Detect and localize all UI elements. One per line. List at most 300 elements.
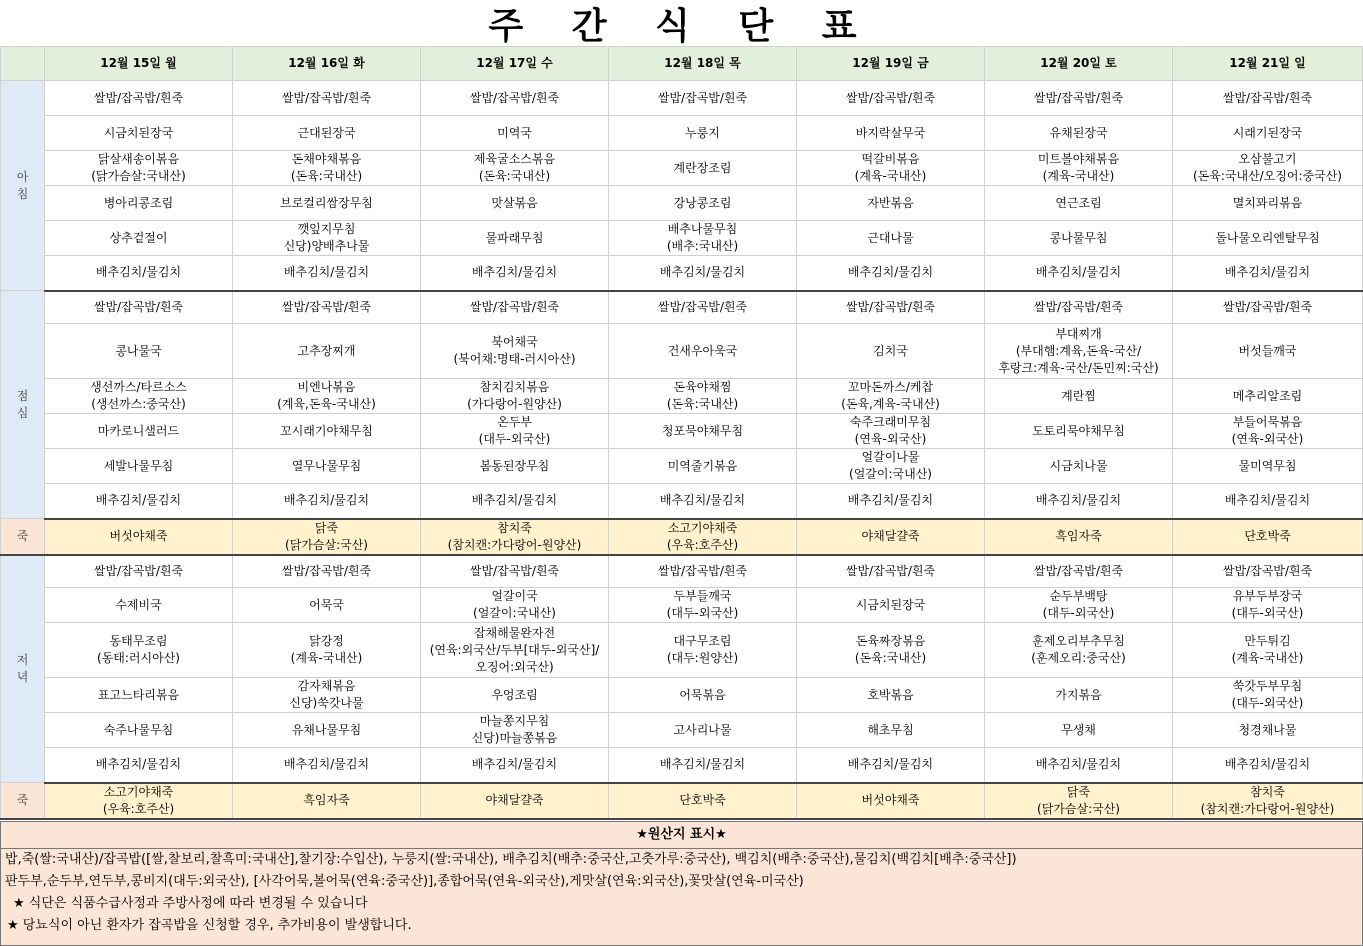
menu-cell xyxy=(797,291,985,324)
cell-text: 신당)쑥갓나물 xyxy=(289,696,364,710)
day-header: 12월 18일 목 xyxy=(609,47,797,81)
menu-cell xyxy=(985,151,1173,186)
menu-cell xyxy=(1173,186,1363,221)
cell-text: 우엉조림 xyxy=(491,687,538,702)
menu-cell xyxy=(609,484,797,519)
menu-cell xyxy=(233,81,421,116)
menu-cell xyxy=(233,379,421,414)
cell-text: 배추김치/물김치 xyxy=(1035,493,1122,508)
cell-text: 병아리콩조림 xyxy=(103,195,174,210)
day-header: 12월 20일 토 xyxy=(985,47,1173,81)
meal-label-char: 점 xyxy=(16,388,29,403)
cell-text: 배추김치/물김치 xyxy=(1035,265,1122,280)
lunch-row xyxy=(1,291,1363,324)
cell-text: 도토리묵야채무침 xyxy=(1032,423,1125,438)
cell-text: 건새우아욱국 xyxy=(667,343,738,358)
cell-text: 청경채나물 xyxy=(1238,722,1297,737)
cell-text: (계육-국내산) xyxy=(1042,169,1115,183)
menu-cell xyxy=(1173,324,1363,379)
origin-line: 판두부,순두부,연두부,콩비지(대두:외국산), [사각어묵,볼어묵(연육:중국산)],종합어묵(연육-외국산),게맛살(연육:외국산),꽃맛살(연육-미국산) xyxy=(5,874,804,889)
day-header: 12월 17일 수 xyxy=(421,47,609,81)
menu-cell xyxy=(421,748,609,783)
menu-cell xyxy=(1173,291,1363,324)
cell-text: 근대나물 xyxy=(867,230,914,245)
weekly-menu-table xyxy=(0,46,1363,820)
cell-text: (계육,돈육-국내산) xyxy=(277,397,376,411)
menu-cell xyxy=(797,623,985,678)
menu-cell xyxy=(1173,484,1363,519)
menu-cell xyxy=(421,116,609,151)
cell-text: 쌀밥/잡곡밥/흰죽 xyxy=(469,299,560,314)
cell-text: 봄동된장무침 xyxy=(479,458,550,473)
cell-text: 미역국 xyxy=(497,125,532,140)
cell-text: 쌀밥/잡곡밥/흰죽 xyxy=(657,90,748,105)
menu-cell xyxy=(985,449,1173,484)
porridge-cell xyxy=(797,519,985,555)
menu-cell xyxy=(609,414,797,449)
cell-text: 오징어:외국산) xyxy=(475,659,554,674)
cell-text: 콩나물무침 xyxy=(1049,230,1108,245)
cell-text: 메추리알조림 xyxy=(1232,388,1303,403)
cell-text: 배추김치/물김치 xyxy=(95,265,182,280)
menu-cell xyxy=(421,449,609,484)
menu-cell xyxy=(985,324,1173,379)
breakfast-label xyxy=(1,81,45,291)
notice-line: ★ 식단은 식품수급사정과 주방사정에 따라 변경될 수 있습니다 xyxy=(13,896,368,911)
dinner-row xyxy=(1,748,1363,783)
menu-cell xyxy=(609,256,797,291)
cell-text: (돈육:국내산/오징어:중국산) xyxy=(1192,169,1342,183)
cell-text: 고추장찌개 xyxy=(297,343,356,358)
cell-text: 흑임자죽 xyxy=(303,793,350,807)
menu-cell xyxy=(421,81,609,116)
menu-cell xyxy=(797,555,985,588)
meal-label-char: 녁 xyxy=(16,669,29,684)
cell-text: 배추김치/물김치 xyxy=(847,757,934,772)
cell-text: 소고기야채죽 xyxy=(103,784,174,799)
lunch-row xyxy=(1,414,1363,449)
menu-cell xyxy=(45,324,233,379)
menu-cell xyxy=(1173,678,1363,713)
cell-text: 숙주나물무침 xyxy=(103,722,174,737)
cell-text: (훈제오리:중국산) xyxy=(1031,651,1126,665)
menu-cell xyxy=(609,555,797,588)
cell-text: 쌀밥/잡곡밥/흰죽 xyxy=(281,563,372,578)
menu-cell xyxy=(797,379,985,414)
menu-cell xyxy=(45,555,233,588)
cell-text: 배추김치/물김치 xyxy=(283,265,370,280)
cell-text: (대두-외국산) xyxy=(666,606,739,620)
cell-text: 강낭콩조림 xyxy=(673,195,732,210)
menu-cell xyxy=(45,291,233,324)
menu-cell xyxy=(985,116,1173,151)
cell-text: 쌀밥/잡곡밥/흰죽 xyxy=(93,299,184,314)
menu-cell xyxy=(609,713,797,748)
cell-text: 쌀밥/잡곡밥/흰죽 xyxy=(1222,90,1313,105)
cell-text: (대두-외국산) xyxy=(1231,696,1304,710)
menu-cell xyxy=(609,221,797,256)
cell-text: (대두-외국산) xyxy=(1042,606,1115,620)
porridge-cell xyxy=(421,519,609,555)
cell-text: 시금치나물 xyxy=(1049,458,1108,473)
menu-cell xyxy=(797,678,985,713)
cell-text: 배추나물무침 xyxy=(667,222,738,236)
porridge-cell xyxy=(609,783,797,819)
cell-text: (대두-외국산) xyxy=(478,432,551,446)
cell-text: 돈채야채볶음 xyxy=(291,152,362,166)
cell-text: (계육-국내산) xyxy=(1231,651,1304,665)
cell-text: 수제비국 xyxy=(115,597,162,612)
menu-cell xyxy=(985,414,1173,449)
cell-text: (우육:호주산) xyxy=(666,537,739,552)
cell-text: 감자채볶음 xyxy=(297,679,356,693)
lunch-row xyxy=(1,449,1363,484)
dinner-row xyxy=(1,713,1363,748)
menu-cell xyxy=(609,291,797,324)
menu-cell xyxy=(45,713,233,748)
cell-text: 부대찌개 xyxy=(1055,326,1102,341)
cell-text: 돌나물오리엔탈무침 xyxy=(1215,230,1320,245)
menu-cell xyxy=(421,713,609,748)
menu-cell xyxy=(985,256,1173,291)
cell-text: 배추김치/물김치 xyxy=(471,493,558,508)
cell-text: 배추김치/물김치 xyxy=(1035,757,1122,772)
cell-text: 참치죽 xyxy=(1250,784,1285,799)
menu-cell xyxy=(797,713,985,748)
menu-cell xyxy=(233,291,421,324)
cell-text: 계란장조림 xyxy=(673,160,732,175)
cell-text: 닭살새송이볶음 xyxy=(97,152,180,166)
cell-text: 온두부 xyxy=(497,415,532,429)
cell-text: 오삼불고기 xyxy=(1238,152,1297,166)
cell-text: 돈육짜장볶음 xyxy=(855,634,926,648)
menu-cell xyxy=(1173,748,1363,783)
menu-cell xyxy=(421,324,609,379)
meal-label-char: 침 xyxy=(16,186,29,201)
menu-cell xyxy=(45,623,233,678)
cell-text: (참치캔:가다랑어-원양산) xyxy=(447,537,582,552)
breakfast-row xyxy=(1,116,1363,151)
meal-label-char: 심 xyxy=(16,405,29,420)
cell-text: 바지락살무국 xyxy=(855,125,926,140)
cell-text: 야채달걀죽 xyxy=(485,793,544,807)
menu-cell xyxy=(45,449,233,484)
notice-line: ★ 당뇨식이 아닌 환자가 잡곡밥을 신청할 경우, 추가비용이 발생합니다. xyxy=(7,918,412,933)
porridge-cell xyxy=(797,783,985,819)
cell-text: 근대된장국 xyxy=(297,125,356,140)
cell-text: 닭죽 xyxy=(314,520,339,535)
menu-cell xyxy=(985,623,1173,678)
cell-text: (얼갈이:국내산) xyxy=(473,606,556,620)
cell-text: 가지볶음 xyxy=(1055,687,1102,702)
cell-text: 순두부백탕 xyxy=(1049,589,1108,603)
menu-cell xyxy=(1173,623,1363,678)
breakfast-row xyxy=(1,81,1363,116)
menu-cell xyxy=(609,186,797,221)
cell-text: 물파래무침 xyxy=(485,230,544,245)
menu-cell xyxy=(233,713,421,748)
cell-text: 미역줄기볶음 xyxy=(667,458,738,473)
cell-text: 두부들깨국 xyxy=(673,589,732,603)
cell-text: 후랑크:계육-국산/돈민찌:국산) xyxy=(998,360,1159,375)
cell-text: 배추김치/물김치 xyxy=(847,493,934,508)
cell-text: 맛살볶음 xyxy=(491,195,538,210)
cell-text: 해초무침 xyxy=(867,722,914,737)
cell-text: 무생채 xyxy=(1061,722,1096,737)
menu-cell xyxy=(609,116,797,151)
cell-text: 단호박죽 xyxy=(1244,529,1291,543)
cell-text: (닭가슴살:국산) xyxy=(285,537,368,552)
menu-cell xyxy=(421,588,609,623)
porridge-cell xyxy=(985,783,1173,819)
menu-cell xyxy=(797,256,985,291)
menu-cell xyxy=(985,186,1173,221)
menu-cell xyxy=(233,116,421,151)
menu-cell xyxy=(797,484,985,519)
menu-cell xyxy=(421,186,609,221)
menu-cell xyxy=(233,748,421,783)
cell-text: 배추김치/물김치 xyxy=(471,757,558,772)
dinner-label xyxy=(1,555,45,783)
menu-cell xyxy=(1173,256,1363,291)
porridge-dinner-label: 죽 xyxy=(1,783,45,819)
origin-heading: ★원산지 표시★ xyxy=(1,822,1362,849)
menu-cell xyxy=(1173,151,1363,186)
menu-cell xyxy=(609,678,797,713)
cell-text: 쌀밥/잡곡밥/흰죽 xyxy=(281,299,372,314)
cell-text: 표고느타리볶음 xyxy=(97,687,180,702)
cell-text: 동태무조림 xyxy=(109,634,168,648)
cell-text: 쌀밥/잡곡밥/흰죽 xyxy=(469,563,560,578)
cell-text: (배추:국내산) xyxy=(666,239,739,253)
cell-text: 쌀밥/잡곡밥/흰죽 xyxy=(657,299,748,314)
cell-text: 고사리나물 xyxy=(673,722,732,737)
title-bar xyxy=(0,0,1363,46)
cell-text: (얼갈이:국내산) xyxy=(849,467,932,481)
porridge-cell xyxy=(1173,783,1363,819)
cell-text: 버섯야채죽 xyxy=(109,529,168,543)
menu-cell xyxy=(233,484,421,519)
cell-text: 배추김치/물김치 xyxy=(471,265,558,280)
menu-cell xyxy=(1173,81,1363,116)
cell-text: 시래기된장국 xyxy=(1232,125,1303,140)
cell-text: 물미역무침 xyxy=(1238,458,1297,473)
cell-text: 쌀밥/잡곡밥/흰죽 xyxy=(1033,90,1124,105)
menu-cell xyxy=(985,588,1173,623)
cell-text: (대두-외국산) xyxy=(1231,606,1304,620)
cell-text: 누룽지 xyxy=(685,125,720,140)
menu-cell xyxy=(797,588,985,623)
menu-cell xyxy=(797,81,985,116)
cell-text: 세발나물무침 xyxy=(103,458,174,473)
menu-cell xyxy=(797,186,985,221)
cell-text: 어묵국 xyxy=(309,597,344,612)
cell-text: 북어채국 xyxy=(491,335,538,349)
cell-text: 청포묵야채무침 xyxy=(661,423,744,438)
cell-text: 유채된장국 xyxy=(1049,125,1108,140)
menu-cell xyxy=(1173,116,1363,151)
cell-text: 유채나물무침 xyxy=(291,722,362,737)
dinner-row xyxy=(1,623,1363,678)
cell-text: 돈육야채찜 xyxy=(673,380,732,394)
menu-cell xyxy=(233,186,421,221)
menu-cell xyxy=(797,324,985,379)
meal-label-char: 저 xyxy=(16,652,29,667)
cell-text: (돈육:국내산) xyxy=(854,651,927,665)
cell-text: 비엔나볶음 xyxy=(297,380,356,394)
origin-notice xyxy=(0,821,1363,946)
menu-cell xyxy=(609,748,797,783)
cell-text: 제육굴소스볶음 xyxy=(473,152,556,166)
cell-text: 쑥갓두부무침 xyxy=(1232,679,1303,693)
lunch-label xyxy=(1,291,45,519)
cell-text: 얼갈이나물 xyxy=(861,450,920,464)
cell-text: 배추김치/물김치 xyxy=(847,265,934,280)
cell-text: (계육-국내산) xyxy=(290,651,363,665)
menu-cell xyxy=(985,221,1173,256)
menu-cell xyxy=(421,414,609,449)
breakfast-row xyxy=(1,256,1363,291)
menu-cell xyxy=(1173,449,1363,484)
menu-cell xyxy=(1173,555,1363,588)
cell-text: (부대햄:계육,돈육-국산/ xyxy=(1015,343,1142,358)
cell-text: 신당)양배추나물 xyxy=(283,239,370,253)
cell-text: 배추김치/물김치 xyxy=(1224,265,1311,280)
menu-cell xyxy=(609,449,797,484)
cell-text: 버섯야채죽 xyxy=(861,793,920,807)
cell-text: 대구무조림 xyxy=(673,634,732,648)
cell-text: 배추김치/물김치 xyxy=(659,265,746,280)
menu-cell xyxy=(233,449,421,484)
menu-cell xyxy=(233,678,421,713)
porridge-cell xyxy=(1173,519,1363,555)
day-header: 12월 19일 금 xyxy=(797,47,985,81)
porridge-cell xyxy=(233,783,421,819)
menu-cell xyxy=(233,555,421,588)
menu-cell xyxy=(421,221,609,256)
dinner-row xyxy=(1,555,1363,588)
menu-cell xyxy=(421,678,609,713)
cell-text: 쌀밥/잡곡밥/흰죽 xyxy=(845,90,936,105)
cell-text: 만두튀김 xyxy=(1244,634,1291,648)
cell-text: 쌀밥/잡곡밥/흰죽 xyxy=(1222,563,1313,578)
menu-cell xyxy=(233,151,421,186)
menu-cell xyxy=(609,81,797,116)
page-title: 주 간 식 단 표 xyxy=(488,5,875,47)
menu-cell xyxy=(985,484,1173,519)
cell-text: 꼬마돈까스/케찹 xyxy=(847,380,934,394)
cell-text: 호박볶음 xyxy=(867,687,914,702)
porridge-cell xyxy=(609,519,797,555)
menu-cell xyxy=(609,623,797,678)
cell-text: 배추김치/물김치 xyxy=(95,757,182,772)
day-header: 12월 16일 화 xyxy=(233,47,421,81)
menu-cell xyxy=(45,81,233,116)
cell-text: 쌀밥/잡곡밥/흰죽 xyxy=(93,563,184,578)
cell-text: (돈육:국내산) xyxy=(478,169,551,183)
menu-cell xyxy=(797,151,985,186)
cell-text: 쌀밥/잡곡밥/흰죽 xyxy=(845,299,936,314)
cell-text: 버섯들깨국 xyxy=(1238,343,1297,358)
menu-cell xyxy=(985,713,1173,748)
cell-text: 생선까스/타르소스 xyxy=(90,380,187,394)
cell-text: 열무나물무침 xyxy=(291,458,362,473)
menu-cell xyxy=(985,555,1173,588)
cell-text: 닭강정 xyxy=(309,634,344,648)
cell-text: 미트볼야채볶음 xyxy=(1037,152,1120,166)
cell-text: 참치김치볶음 xyxy=(479,380,550,394)
cell-text: 숙주크래미무침 xyxy=(849,415,932,429)
day-header: 12월 15일 월 xyxy=(45,47,233,81)
menu-cell xyxy=(1173,379,1363,414)
menu-cell xyxy=(45,116,233,151)
cell-text: (돈육,계육-국내산) xyxy=(841,397,940,411)
menu-cell xyxy=(233,414,421,449)
meal-label-char: 아 xyxy=(16,169,29,184)
cell-text: 콩나물국 xyxy=(115,343,162,358)
menu-cell xyxy=(1173,221,1363,256)
cell-text: (연육:외국산/두부[대두-외국산]/ xyxy=(429,642,600,657)
menu-cell xyxy=(985,379,1173,414)
menu-cell xyxy=(233,623,421,678)
origin-line: 밥,죽(쌀:국내산)/잡곡밥([쌀,찰보리,찰흑미:국내산],찰기장:수입산), 누룽지(쌀:국내산), 배추김치(배추:중국산,고춧가루:중국산), 백김치(배추:중국산),물김치(백김치[배추:중국산]) xyxy=(5,852,1017,867)
cell-text: 마카로니샐러드 xyxy=(97,423,180,438)
porridge-cell xyxy=(233,519,421,555)
cell-text: (연육-외국산) xyxy=(1231,432,1304,446)
menu-cell xyxy=(45,414,233,449)
cell-text: 배추김치/물김치 xyxy=(283,757,370,772)
cell-text: (가다랑어-원양산) xyxy=(467,397,562,411)
cell-text: 상추겉절이 xyxy=(109,230,168,245)
corner-cell xyxy=(1,47,45,81)
menu-cell xyxy=(609,588,797,623)
menu-cell xyxy=(233,221,421,256)
cell-text: 자반볶음 xyxy=(867,195,914,210)
cell-text: 쌀밥/잡곡밥/흰죽 xyxy=(93,90,184,105)
cell-text: 소고기야채죽 xyxy=(667,520,738,535)
menu-cell xyxy=(45,221,233,256)
menu-cell xyxy=(45,588,233,623)
breakfast-row xyxy=(1,151,1363,186)
porridge-cell xyxy=(45,783,233,819)
cell-text: 쌀밥/잡곡밥/흰죽 xyxy=(281,90,372,105)
cell-text: 신당)마늘쫑볶음 xyxy=(471,731,558,745)
cell-text: 유부두부장국 xyxy=(1232,589,1303,603)
cell-text: 쌀밥/잡곡밥/흰죽 xyxy=(1033,563,1124,578)
cell-text: 계란찜 xyxy=(1061,388,1096,403)
day-header: 12월 21일 일 xyxy=(1173,47,1363,81)
cell-text: 배추김치/물김치 xyxy=(283,493,370,508)
cell-text: 떡갈비볶음 xyxy=(861,152,920,166)
cell-text: 야채달걀죽 xyxy=(861,529,920,543)
cell-text: 단호박죽 xyxy=(679,793,726,807)
menu-cell xyxy=(233,324,421,379)
lunch-row xyxy=(1,484,1363,519)
menu-cell xyxy=(797,748,985,783)
porridge-dinner-row xyxy=(1,783,1363,819)
menu-cell xyxy=(797,221,985,256)
cell-text: (생선까스:중국산) xyxy=(91,397,186,411)
breakfast-row xyxy=(1,186,1363,221)
menu-cell xyxy=(1173,713,1363,748)
porridge-lunch-label: 죽 xyxy=(1,519,45,555)
menu-cell xyxy=(985,678,1173,713)
menu-cell xyxy=(421,623,609,678)
menu-cell xyxy=(233,256,421,291)
cell-text: (우육:호주산) xyxy=(102,801,175,816)
porridge-cell xyxy=(45,519,233,555)
cell-text: 브로컬리쌈장무침 xyxy=(280,195,373,210)
